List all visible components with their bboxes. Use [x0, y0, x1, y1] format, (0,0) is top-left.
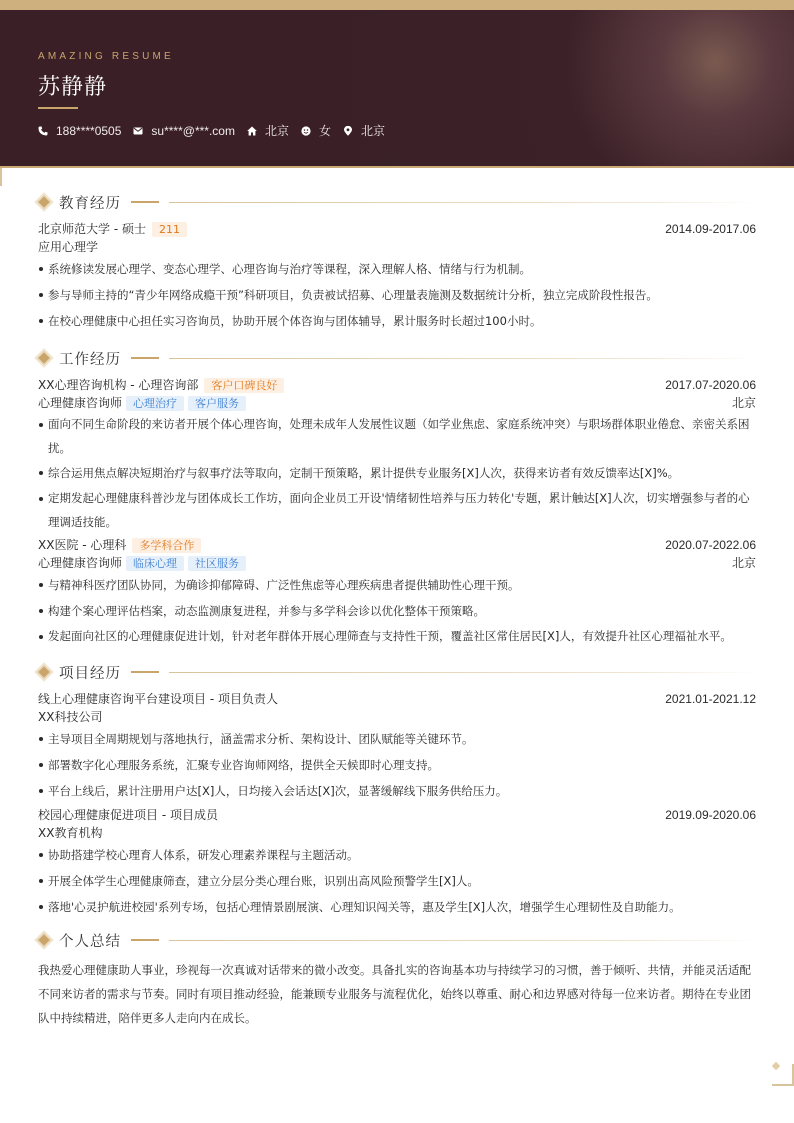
- section-diamond-icon: [37, 351, 51, 365]
- project-bullets: [38, 842, 756, 920]
- education-tag: 211: [152, 222, 187, 237]
- contact-phone: [38, 124, 121, 138]
- section-diamond-icon: [37, 665, 51, 679]
- work-org: XX心理咨询机构 - 心理咨询部: [38, 378, 199, 392]
- top-accent-bar: [0, 0, 794, 10]
- contact-gender: [301, 122, 331, 139]
- education-title: 教育经历: [59, 195, 121, 212]
- candidate-name: 苏静静: [38, 75, 108, 100]
- projects-section-header: [38, 658, 756, 686]
- section-rule-short: [131, 357, 159, 359]
- section-diamond-icon: [37, 195, 51, 209]
- section-rule-short: [131, 671, 159, 673]
- section-diamond-icon: [37, 933, 51, 947]
- education-major: 应用心理学: [38, 240, 99, 254]
- work-title: 工作经历: [59, 351, 121, 368]
- list-item: 部署数字化心理服务系统，汇聚专业咨询师网络，提供全天候即时心理支持。: [38, 752, 756, 778]
- project-org: XX科技公司: [38, 710, 103, 724]
- role-tag: 客户服务: [188, 396, 246, 411]
- work-section-header: [38, 344, 756, 372]
- list-item: 构建个案心理评估档案，动态监测康复进程，并参与多学科会诊以优化整体干预策略。: [38, 598, 756, 624]
- education-entry-header: [38, 220, 756, 238]
- list-item: 综合运用焦点解决短期治疗与叙事疗法等取向，定制干预策略，累计提供专业服务[X]人次，获得来访者有效反馈率达[X]%。: [38, 460, 756, 486]
- corner-ornament-top-left: [0, 168, 20, 186]
- resume-body: [38, 188, 756, 1030]
- summary-section-header: [38, 926, 756, 954]
- work-date: 2020.07-2022.06: [665, 538, 756, 552]
- work-city: 北京: [731, 556, 756, 570]
- project-date: 2021.01-2021.12: [665, 692, 756, 706]
- header-banner: [0, 10, 794, 166]
- contact-gender-text: 女: [318, 124, 331, 138]
- work-role-row: [38, 394, 756, 412]
- work-bullets: [38, 412, 756, 534]
- work-tag: 多学科合作: [132, 538, 201, 553]
- work-entry-header: [38, 536, 756, 554]
- section-rule-short: [131, 201, 159, 203]
- phone-icon: [38, 126, 48, 136]
- project-entry: [38, 690, 756, 804]
- project-entry-header: [38, 690, 756, 708]
- work-city: 北京: [731, 396, 756, 410]
- name-underline: [38, 107, 78, 109]
- work-role-left: [38, 394, 246, 412]
- role-tag: 心理治疗: [126, 396, 184, 411]
- gender-icon: [301, 126, 311, 136]
- contact-location-text: 北京: [361, 124, 386, 138]
- mail-icon: [133, 126, 143, 136]
- work-role-row: [38, 554, 756, 572]
- contact-email: [133, 124, 235, 138]
- work-entry-left: [38, 376, 284, 394]
- home-icon: [247, 126, 257, 136]
- list-item: 发起面向社区的心理健康促进计划，针对老年群体开展心理筛查与支持性干预，覆盖社区常住居民[X]人，有效提升社区心理福祉水平。: [38, 624, 756, 648]
- section-rule-long: [169, 202, 756, 203]
- project-org: XX教育机构: [38, 826, 103, 840]
- work-role: 心理健康咨询师: [38, 396, 123, 410]
- education-entry-left: [38, 220, 187, 238]
- project-bullets: [38, 726, 756, 804]
- projects-title: 项目经历: [59, 665, 121, 682]
- work-entry: [38, 536, 756, 648]
- contact-home: [247, 122, 289, 139]
- work-entry-header: [38, 376, 756, 394]
- project-name: 校园心理健康促进项目 - 项目成员: [38, 808, 218, 822]
- section-rule-long: [169, 672, 756, 673]
- role-tag: 临床心理: [126, 556, 184, 571]
- list-item: 在校心理健康中心担任实习咨询员，协助开展个体咨询与团体辅导，累计服务时长超过100小时。: [38, 308, 756, 334]
- section-rule-long: [169, 940, 756, 941]
- list-item: 定期发起心理健康科普沙龙与团体成长工作坊，面向企业员工开设'情绪韧性培养与压力转化'专题，累计触达[X]人次，切实增强参与者的心理调适技能。: [38, 486, 756, 534]
- education-bullets: [38, 256, 756, 334]
- work-tag: 客户口碑良好: [204, 378, 284, 393]
- header-bottom-rule: [0, 166, 794, 168]
- work-bullets: [38, 572, 756, 648]
- list-item: 与精神科医疗团队协同，为确诊抑郁障碍、广泛性焦虑等心理疾病患者提供辅助性心理干预。: [38, 572, 756, 598]
- list-item: 系统修读发展心理学、变态心理学、心理咨询与治疗等课程，深入理解人格、情绪与行为机制。: [38, 256, 756, 282]
- location-pin-icon: [343, 126, 353, 136]
- list-item: 主导项目全周期规划与落地执行，涵盖需求分析、架构设计、团队赋能等关键环节。: [38, 726, 756, 752]
- work-entry-left: [38, 536, 201, 554]
- role-tag: 社区服务: [188, 556, 246, 571]
- work-org: XX医院 - 心理科: [38, 538, 127, 552]
- section-rule-long: [169, 358, 756, 359]
- list-item: 落地'心灵护航进校园'系列专场，包括心理情景剧展演、心理知识闯关等，惠及学生[X]人次，增强学生心理韧性及自助能力。: [38, 894, 756, 920]
- list-item: 平台上线后，累计注册用户达[X]人，日均接入会话达[X]次，显著缓解线下服务供给压力。: [38, 778, 756, 804]
- contact-row: [38, 122, 397, 139]
- work-role: 心理健康咨询师: [38, 556, 123, 570]
- list-item: 开展全体学生心理健康筛查，建立分层分类心理台账，识别出高风险预警学生[X]人。: [38, 868, 756, 894]
- summary-text: 我热爱心理健康助人事业，珍视每一次真诚对话带来的微小改变。具备扎实的咨询基本功与持续学习的习惯，善于倾听、共情，并能灵活适配不同来访者的需求与节奏。同时有项目推动经验，能兼顾专业服务与流程优化，始终以尊重、耐心和边界感对待每一位来访者。期待在专业团队中持续精进，陪伴更多人走向内在成长。: [38, 963, 751, 1025]
- section-rule-short: [131, 939, 159, 941]
- contact-email-text: su****@***.com: [151, 123, 235, 138]
- work-date: 2017.07-2020.06: [665, 378, 756, 392]
- contact-phone-text: 188****0505: [56, 123, 122, 138]
- project-date: 2019.09-2020.06: [665, 808, 756, 822]
- summary-title: 个人总结: [59, 933, 121, 950]
- list-item: 面向不同生命阶段的来访者开展个体心理咨询，处理未成年人发展性议题（如学业焦虑、家庭系统冲突）与职场群体职业倦怠、亲密关系困扰。: [38, 412, 756, 460]
- education-org: 北京师范大学 - 硕士: [38, 222, 146, 236]
- project-entry: [38, 806, 756, 920]
- contact-home-text: 北京: [264, 124, 289, 138]
- header-eyebrow: AMAZING RESUME: [38, 51, 174, 62]
- education-date: 2014.09-2017.06: [665, 222, 756, 236]
- education-section-header: [38, 188, 756, 216]
- education-entry: [38, 220, 756, 334]
- project-entry-header: [38, 806, 756, 824]
- project-name: 线上心理健康咨询平台建设项目 - 项目负责人: [38, 692, 278, 706]
- contact-location: [343, 122, 385, 139]
- work-role-left: [38, 554, 246, 572]
- list-item: 参与导师主持的“青少年网络成瘾干预”科研项目，负责被试招募、心理量表施测及数据统计分析，独立完成阶段性报告。: [38, 282, 756, 308]
- work-entry: [38, 376, 756, 534]
- list-item: 协助搭建学校心理育人体系，研发心理素养课程与主题活动。: [38, 842, 756, 868]
